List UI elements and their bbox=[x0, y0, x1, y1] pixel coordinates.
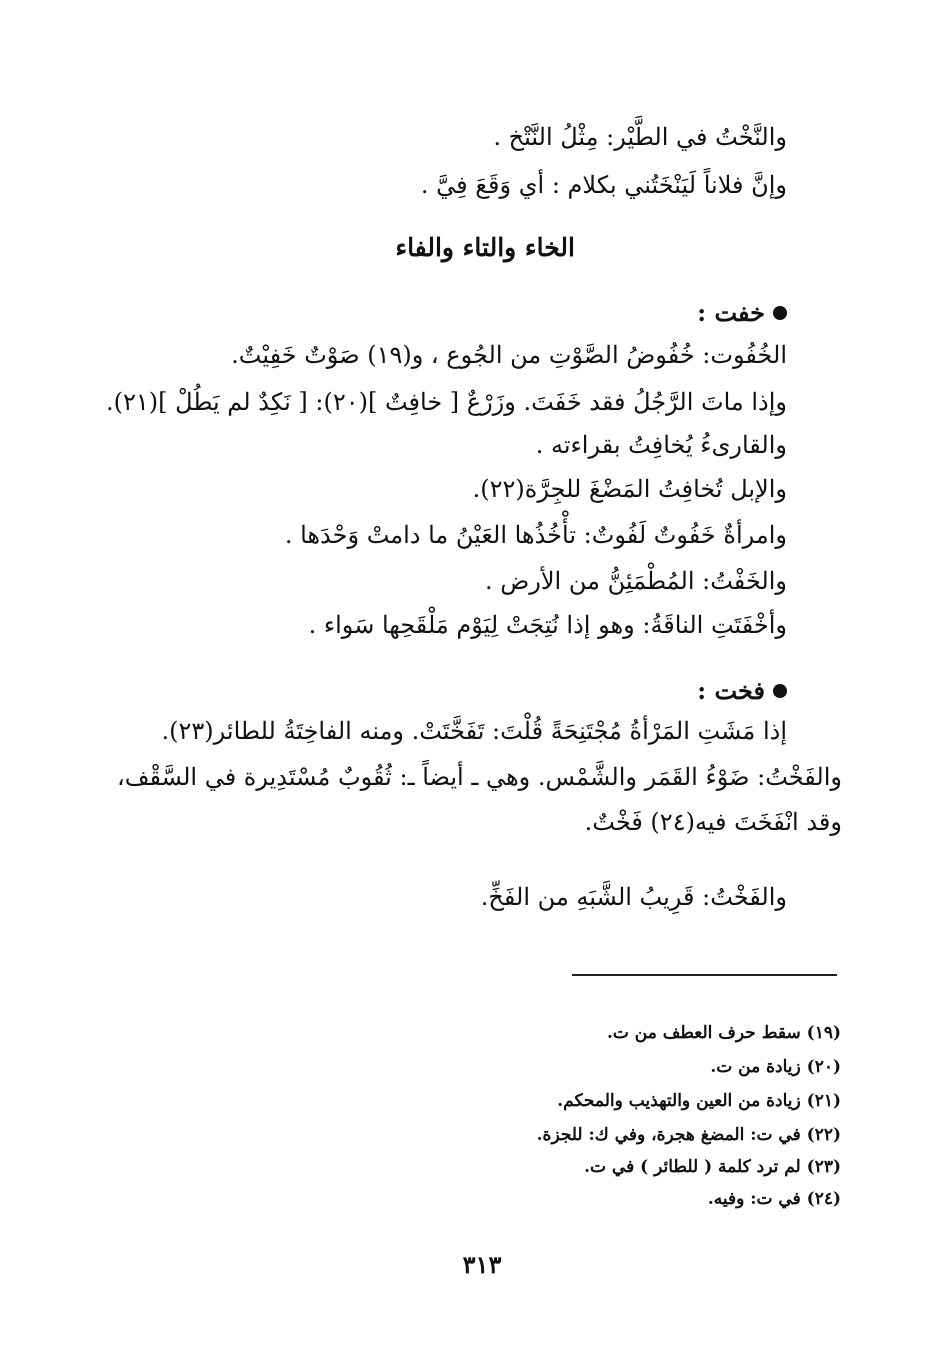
text-line: الخُفُوت: خُفُوضُ الصَّوْتِ من الجُوع ، و(١٩) صَوْتٌ خَفِيْتٌ. bbox=[231, 341, 787, 369]
footnote-divider bbox=[572, 974, 837, 976]
text-line: والخَفْتُ: المُطْمَئِنُّ من الأرض . bbox=[484, 567, 787, 595]
text-line: والفَخْتُ: قَرِيبُ الشَّبَهِ من الفَخِّ. bbox=[480, 883, 787, 911]
footnote: (٢١) زيادة من العين والتهذيب والمحكم. bbox=[557, 1091, 841, 1111]
bullet-icon bbox=[773, 306, 787, 320]
text-line: والنَّخْتُ في الطَّيْر: مِثْلُ النَّتْخ . bbox=[493, 123, 787, 151]
text-line: وقد انْفَخَتَ فيه(٢٤) فَخْتٌ. bbox=[584, 808, 842, 836]
page-number: ٣١٣ bbox=[462, 1250, 502, 1279]
text-line: وأخْفَتَتِ الناقَةُ: وهو إذا نُتِجَتْ لِيَوْم مَلْقَحِها سَواء . bbox=[308, 611, 787, 639]
text-line: والفَخْتُ: ضَوْءُ القَمَر والشَّمْس. وهي ـ أيضاً ـ: ثُقُوبٌ مُسْتَدِيرة في السَّقْف، bbox=[116, 763, 842, 791]
text-line: والقارىءُ يُخافِتُ بقراءته . bbox=[535, 431, 787, 459]
text-line: وإنَّ فلاناً لَيَنْخَتُني بكلام : أي وَقَعَ فِيَّ . bbox=[420, 171, 787, 199]
text-line: إذا مَشَتِ المَرْأةُ مُجْتَنِحَةً قُلْتَ: تَفَخَّتَتْ. ومنه الفاخِتَةُ للطائر(٢٣). bbox=[161, 717, 787, 745]
footnote: (٢٤) في ت: وفيه. bbox=[707, 1189, 841, 1209]
footnote: (٢٠) زيادة من ت. bbox=[710, 1057, 841, 1077]
entry-head-fkht bbox=[697, 674, 787, 708]
entry-head-label: خفت : bbox=[697, 298, 765, 327]
entry-head-khft bbox=[697, 296, 787, 330]
text-line: وامرأةٌ خَفُوتٌ لَفُوتٌ: تأْخُذُها العَيْنُ ما دامتْ وَحْدَها . bbox=[284, 521, 787, 549]
text-line: والإبل تُخافِتُ المَضْغَ للجِرَّة(٢٢). bbox=[472, 475, 787, 503]
section-heading: الخاء والتاء والفاء bbox=[395, 233, 575, 262]
footnote: (٢٣) لم ترد كلمة ( للطائر ) في ت. bbox=[584, 1157, 841, 1177]
text-line: وإذا ماتَ الرَّجُلُ فقد خَفَتَ. وزَرْعٌ [ خافِتٌ ](٢٠): [ نَكِدٌ لم يَطُلْ ](٢١). bbox=[106, 388, 787, 416]
footnote: (٢٢) في ت: المضغ هجرة، وفي ك: للجزة. bbox=[536, 1125, 841, 1145]
footnote: (١٩) سقط حرف العطف من ت. bbox=[606, 1023, 841, 1043]
bullet-icon bbox=[773, 684, 787, 698]
entry-head-label: فخت : bbox=[697, 676, 765, 705]
